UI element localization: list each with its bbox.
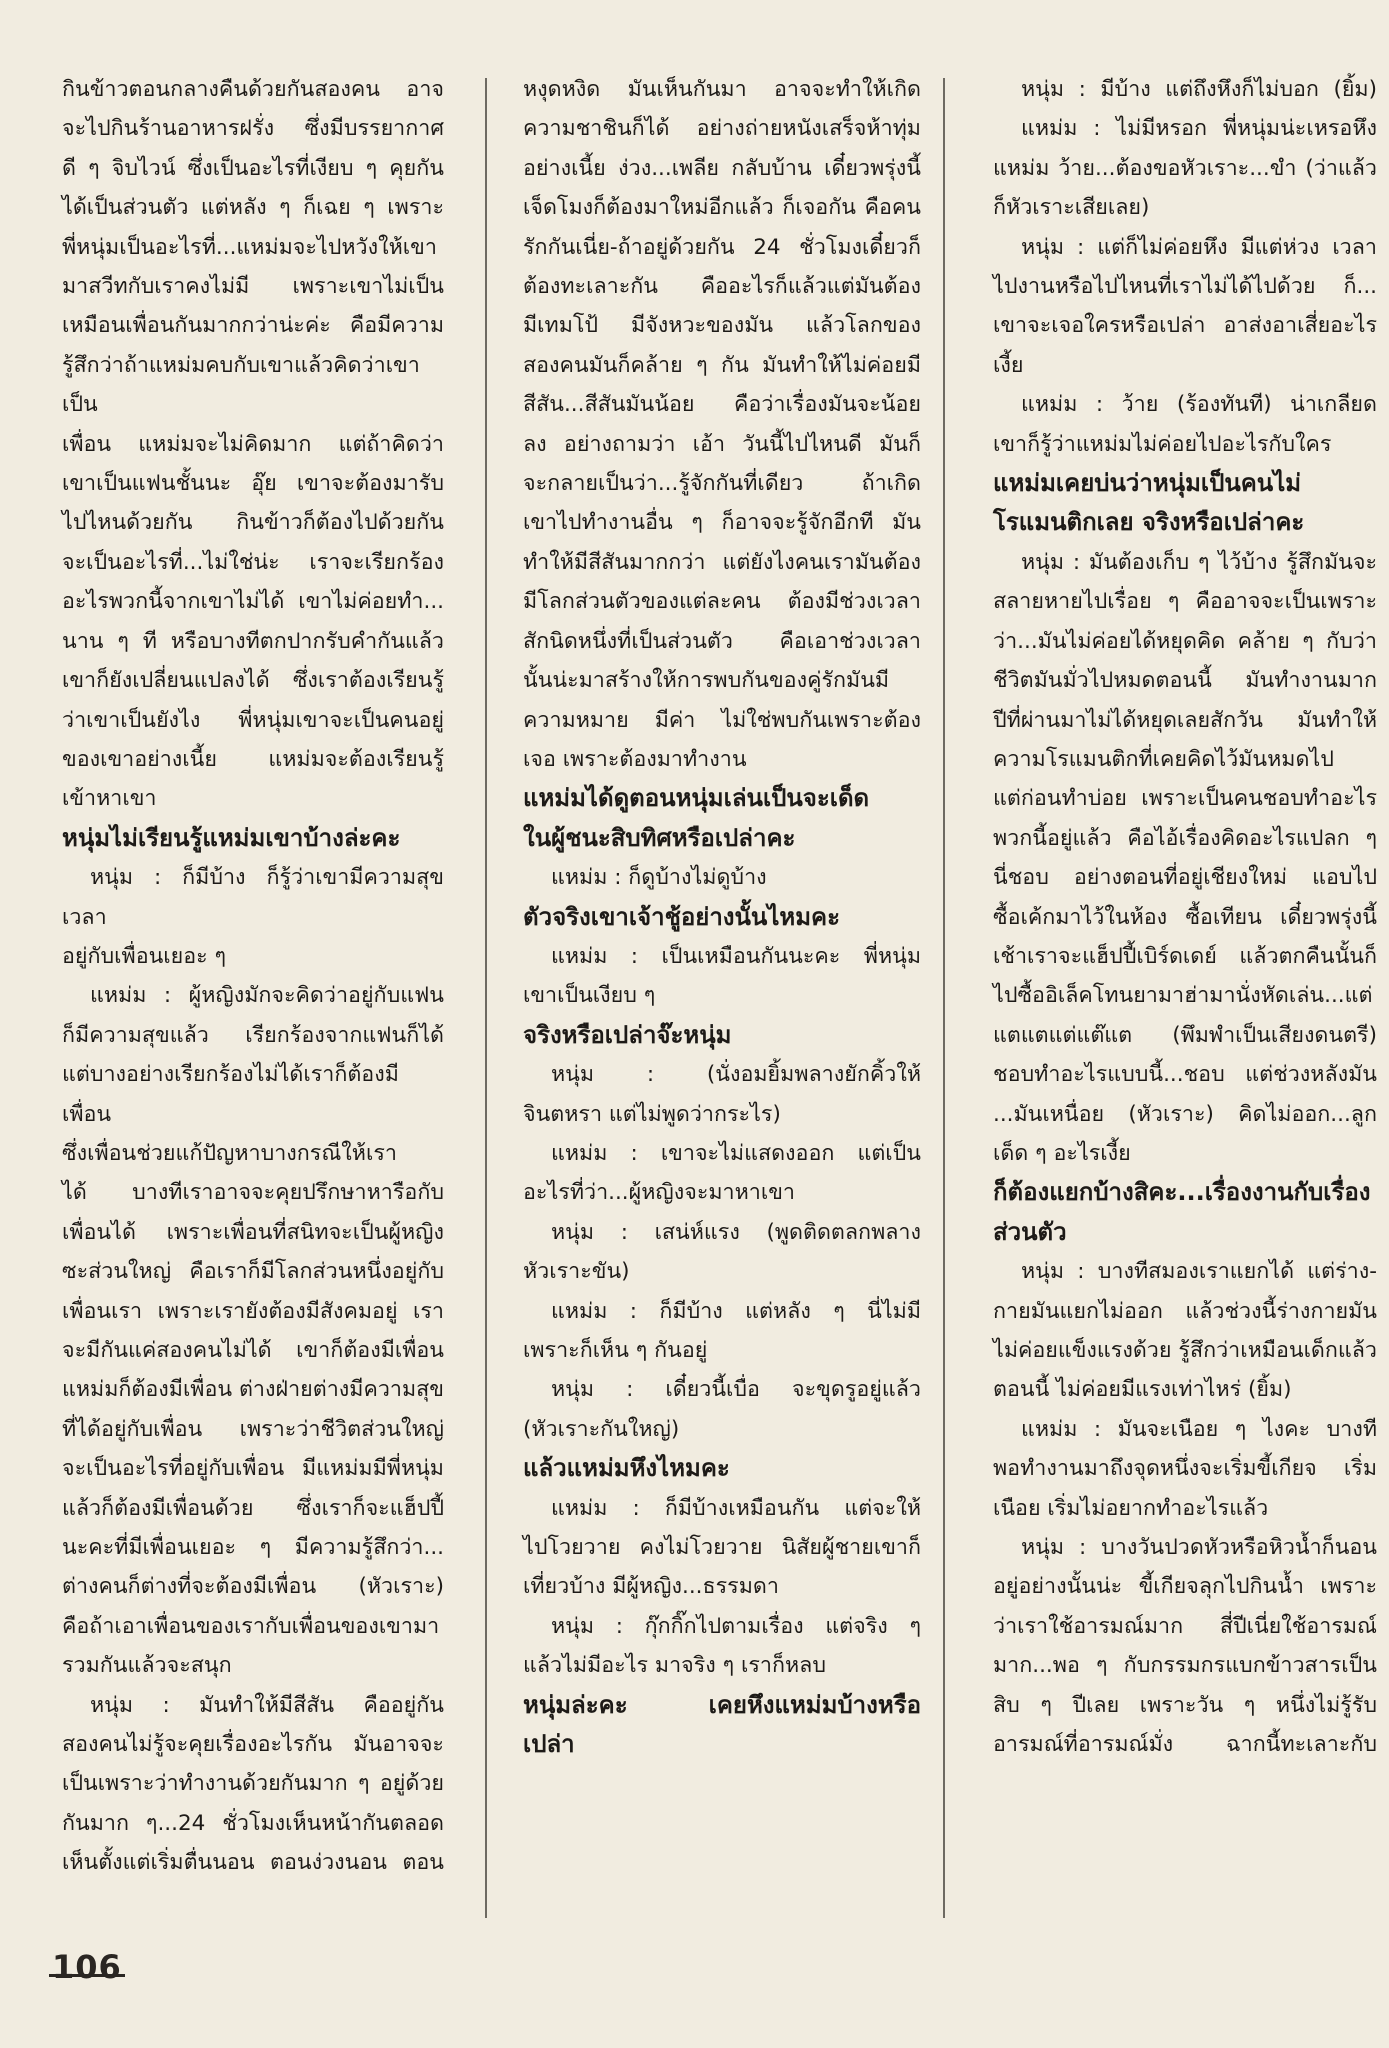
text-line: ส่วนตัว — [993, 1217, 1067, 1246]
text-line: ชีวิตมันมั่วไปหมดตอนนี้ มันทำงานมาก — [993, 668, 1377, 694]
text-line: หงุดหงิด มันเห็นกันมา อาจจะทำให้เกิด — [523, 77, 921, 102]
text-line: แล้วไม่มีอะไร มาจริง ๆ เราก็หลบ — [523, 1653, 827, 1679]
text-line: หนุ่ม : เสน่ห์แรง (พูดติดตลกพลาง — [551, 1219, 921, 1245]
text-line: หนุ่ม : กุ๊กกิ๊กไปตามเรื่อง แต่จริง ๆ — [551, 1613, 921, 1639]
text-line: สองคนมันก็คล้าย ๆ กัน มันทำให้ไม่ค่อยมี — [523, 352, 921, 378]
text-line: มีเทมโป้ มีจังหวะของมัน แล้วโลกของ — [523, 313, 921, 339]
text-line: แหม่มก็ต้องมีเพื่อน ต่างฝ่ายต่างมีความสุข — [62, 1377, 444, 1403]
text-line: เขาเป็นเงียบ ๆ — [523, 983, 656, 1009]
text-line: สิบ ๆ ปีเลย เพราะวัน ๆ หนึ่งไม่รู้รับ — [993, 1692, 1377, 1718]
text-line: เนือย เริ่มไม่อยากทำอะไรแล้ว — [993, 1495, 1269, 1521]
text-line: ว่าเราใช้อารมณ์มาก สี่ปีเนี่ยใช้อารมณ์ — [993, 1613, 1377, 1639]
text-line: จะกลายเป็นว่า...รู้จักกันที่เดียว ถ้าเกิด — [523, 471, 921, 497]
text-line: แหม่ม : ว้าย (ร้องทันที) น่าเกลียด — [1021, 392, 1377, 418]
text-line: เพื่อนได้ เพราะเพื่อนที่สนิทจะเป็นผู้หญิง — [62, 1219, 444, 1245]
text-line: ได้เป็นส่วนตัว แต่หลัง ๆ ก็เฉย ๆ เพราะ — [62, 195, 444, 221]
text-line: คือถ้าเอาเพื่อนของเรากับเพื่อนของเขามา — [62, 1613, 440, 1639]
text-line: ซะส่วนใหญ่ คือเราก็มีโลกส่วนหนึ่งอยู่กับ — [62, 1259, 444, 1285]
text-line: เป็นเพราะว่าทำงานด้วยกันมาก ๆ อยู่ด้วย — [62, 1771, 444, 1797]
text-line: แต่บางอย่างเรียกร้องไม่ได้เราก็ต้องมีเพื่อน — [62, 1062, 399, 1127]
text-line: หนุ่ม : (นั่งอมยิ้มพลางยักคิ้วให้ — [551, 1062, 921, 1088]
text-line: แหม่มเคยบ่นว่าหนุ่มเป็นคนไม่ — [993, 469, 1302, 498]
text-line: รู้สึกว่าถ้าแหม่มคบกับเขาแล้วคิดว่าเขาเป็น — [62, 352, 420, 418]
text-line: เขาจะเจอใครหรือเปล่า อาส่งอาเสี่ยอะไร — [993, 313, 1377, 339]
text-line: ซื้อเค้กมาไว้ในห้อง ซื้อเทียน เดี๋ยวพรุ่งนี้ — [993, 904, 1377, 930]
text-line: แหม่ม : มันจะเนือย ๆ ไงคะ บางที — [1021, 1416, 1377, 1442]
text-line: จริงหรือเปล่าจ๊ะหนุ่ม — [523, 1020, 732, 1049]
text-line: หนุ่ม : แต่ก็ไม่ค่อยหึง มีแต่ห่วง เวลา — [1021, 234, 1377, 260]
text-line: กินข้าวตอนกลางคืนด้วยกันสองคน อาจ — [62, 77, 444, 102]
text-column-2 — [523, 70, 921, 1764]
text-line: หนุ่ม : มีบ้าง แต่ถึงหึงก็ไม่บอก (ยิ้ม) — [1021, 77, 1377, 102]
text-line: เขาก็รู้ว่าแหม่มไม่ค่อยไปอะไรกับใคร — [993, 431, 1332, 457]
text-line: เจ็ดโมงก็ต้องมาใหม่อีกแล้ว ก็เจอกัน คือคน — [523, 195, 921, 221]
text-line: แหม่มได้ดูตอนหนุ่มเล่นเป็นจะเด็ด — [523, 784, 870, 813]
text-line: ลง อย่างถามว่า เอ้า วันนี้ไปไหนดี มันก็ — [523, 431, 921, 457]
text-line: เพราะก็เห็น ๆ กันอยู่ — [523, 1338, 708, 1363]
text-line: แหม่ม ว้าย...ต้องขอหัวเราะ...ขำ (ว่าแล้ว — [993, 155, 1377, 181]
text-line: จินตหรา แต่ไม่พูดว่ากระไร) — [523, 1101, 781, 1127]
text-line: เหมือนเพื่อนกันมากกว่าน่ะค่ะ คือมีความ — [62, 313, 444, 339]
text-line: สลายหายไปเรื่อย ๆ คืออาจจะเป็นเพราะ — [993, 589, 1377, 615]
text-line: กันมาก ๆ...24 ชั่วโมงเห็นหน้ากันตลอด — [62, 1810, 444, 1836]
text-line: อะไรพวกนี้จากเขาไม่ได้ เขาไม่ค่อยทำ... — [62, 589, 444, 615]
text-line: แหม่ม : ก็ดูบ้างไม่ดูบ้าง — [551, 865, 767, 891]
text-line: ดี ๆ จิบไวน์ ซึ่งเป็นอะไรที่เงียบ ๆ คุยกัน — [62, 155, 444, 181]
column-divider-2 — [943, 78, 945, 1918]
text-line: เพื่อนเรา เพราะเรายังต้องมีสังคมอยู่ เรา — [62, 1298, 444, 1324]
text-line: ปีที่ผ่านมาไม่ได้หยุดเลยสักวัน มันทำให้ — [993, 707, 1377, 733]
text-line: เจอ เพราะต้องมาทำงาน — [523, 746, 747, 772]
text-line: เด็ด ๆ อะไรเงี้ย — [993, 1140, 1131, 1166]
text-line: เช้าเราจะแฮ็ปปี้เบิร์ดเดย์ แล้วตกคืนนั้นก็ — [993, 943, 1377, 969]
text-line: เปล่า — [523, 1730, 575, 1759]
text-line: แหม่ม : เป็นเหมือนกันนะคะ พี่หนุ่ม — [551, 943, 921, 969]
text-line: รวมกันแล้วจะสนุก — [62, 1653, 232, 1679]
text-line: ความชาชินก็ได้ อย่างถ่ายหนังเสร็จห้าทุ่ม — [523, 116, 921, 142]
text-line: ก็มีความสุขแล้ว เรียกร้องจากแฟนก็ได้ — [62, 1022, 444, 1048]
text-line: หนุ่ม : ก็มีบ้าง ก็รู้ว่าเขามีความสุขเวลา — [62, 865, 444, 930]
text-line: เงี้ย — [993, 352, 1024, 378]
text-line: จะมีกันแค่สองคนไม่ได้ เขาก็ต้องมีเพื่อน — [62, 1338, 444, 1363]
text-line: แหม่ม : ไม่มีหรอก พี่หนุ่มน่ะเหรอหึง — [1021, 116, 1377, 142]
text-line: พี่หนุ่มเป็นอะไรที่...แหม่มจะไปหวังให้เขา — [62, 234, 437, 260]
text-line: เขาไปทำงานอื่น ๆ ก็อาจจะรู้จักอีกที มัน — [523, 510, 921, 536]
text-line: อยู่กับเพื่อนเยอะ ๆ — [62, 943, 227, 969]
text-line: ไม่ค่อยแข็งแรงด้วย รู้สึกว่าเหมือนเด็กแล้ว — [993, 1338, 1377, 1363]
text-column-1 — [62, 70, 444, 1883]
text-line: สองคนไม่รู้จะคุยเรื่องอะไรกัน มันอาจจะ — [62, 1732, 444, 1758]
text-line: มาก...พอ ๆ กับกรรมกรแบกข้าวสารเป็น — [993, 1653, 1377, 1679]
text-line: จะเป็นอะไรที่อยู่กับเพื่อน มีแหม่มมีพี่หนุ่ม — [62, 1456, 444, 1482]
text-line: ไปงานหรือไปไหนที่เราไม่ได้ไปด้วย ก็... — [993, 274, 1377, 300]
text-line: อารมณ์ที่อารมณ์มั่ง ฉากนี้ทะเลาะกับ — [993, 1732, 1377, 1758]
text-line: ต้องทะเลาะกัน คืออะไรก็แล้วแต่มันต้อง — [523, 274, 921, 300]
text-line: ชอบทำอะไรแบบนี้...ชอบ แต่ช่วงหลังมัน — [993, 1062, 1377, 1088]
text-line: ก็ต้องแยกบ้างสิคะ...เรื่องงานกับเรื่อง — [993, 1178, 1371, 1207]
text-line: ทำให้มีสีสันมากกว่า แต่ยังไงคนเรามันต้อง — [523, 549, 921, 575]
text-line: มีโลกส่วนตัวของแต่ละคน ต้องมีช่วงเวลา — [523, 589, 921, 615]
text-line: อยู่อย่างนั้นน่ะ ขี้เกียจลุกไปกินน้ำ เพราะ — [993, 1574, 1377, 1600]
text-line: หนุ่ม : เดี๋ยวนี้เบื่อ จะขุดรูอยู่แล้ว — [551, 1377, 921, 1403]
text-line: นะคะที่มีเพื่อนเยอะ ๆ มีความรู้สึกว่า... — [62, 1535, 444, 1561]
text-line: แหม่ม : ก็มีบ้าง แต่หลัง ๆ นี่ไม่มี — [551, 1298, 921, 1324]
text-line: (หัวเราะกันใหญ่) — [523, 1416, 680, 1442]
text-line: ต่างคนก็ต่างที่จะต้องมีเพื่อน (หัวเราะ) — [62, 1574, 444, 1600]
text-line: แหม่ม : ผู้หญิงมักจะคิดว่าอยู่กับแฟน — [90, 983, 444, 1009]
text-line: ตอนนี้ ไม่ค่อยมีแรงเท่าไหร่ (ยิ้ม) — [993, 1377, 1292, 1403]
text-line: ไปโวยวาย คงไม่โวยวาย นิสัยผู้ชายเขาก็ — [523, 1535, 921, 1561]
text-line: เขาก็ยังเปลี่ยนแปลงได้ ซึ่งเราต้องเรียนรู้ — [62, 668, 444, 694]
text-line: โรแมนติกเลย จริงหรือเปล่าคะ — [993, 508, 1305, 537]
text-line: หนุ่ม : บางทีสมองเราแยกได้ แต่ร่าง- — [1021, 1259, 1377, 1285]
text-line: นี่ชอบ อย่างตอนที่อยู่เชียงใหม่ แอบไป — [993, 865, 1377, 891]
text-line: ซึ่งเพื่อนช่วยแก้ปัญหาบางกรณีให้เรา — [62, 1140, 397, 1166]
text-line: สักนิดหนึ่งที่เป็นส่วนตัว คือเอาช่วงเวลา — [523, 628, 921, 654]
text-line: หนุ่ม : มันต้องเก็บ ๆ ไว้บ้าง รู้สึกมันจะ — [1021, 549, 1377, 575]
text-line: ว่า...มันไม่ค่อยได้หยุดคิด คล้าย ๆ กับว่า — [993, 628, 1377, 654]
text-line: เห็นตั้งแต่เริ่มตื่นนอน ตอนง่วงนอน ตอน — [62, 1850, 444, 1876]
text-line: พอทำงานมาถึงจุดหนึ่งจะเริ่มขี้เกียจ เริ่ม — [993, 1456, 1377, 1482]
text-line: แหม่ม : เขาจะไม่แสดงออก แต่เป็น — [551, 1140, 921, 1166]
text-line: หนุ่ม : บางวันปวดหัวหรือหิวน้ำก็นอน — [1021, 1535, 1377, 1561]
text-line: พวกนี้อยู่แล้ว คือไอ้เรื่องคิดอะไรแปลก ๆ — [993, 825, 1377, 851]
text-line: อะไรที่ว่า...ผู้หญิงจะมาหาเขา — [523, 1180, 795, 1206]
text-line: กายมันแยกไม่ออก แล้วช่วงนี้ร่างกายมัน — [993, 1298, 1377, 1324]
text-line: ของเขาอย่างเนี้ย แหม่มจะต้องเรียนรู้ — [62, 746, 444, 772]
text-line: ความหมาย มีค่า ไม่ใช่พบกันเพราะต้อง — [523, 707, 921, 733]
text-line: ไปไหนด้วยกัน กินข้าวก็ต้องไปด้วยกัน — [62, 510, 444, 536]
text-line: รักกันเนี่ย-ถ้าอยู่ด้วยกัน 24 ชั่วโมงเดี๋ยวก็ — [523, 234, 921, 260]
text-line: ไปซื้ออิเล็คโทนยามาฮ่ามานั่งหัดเล่น...แต่ — [993, 983, 1373, 1009]
text-line: เพื่อน แหม่มจะไม่คิดมาก แต่ถ้าคิดว่า — [62, 431, 444, 457]
text-line: ...มันเหนื่อย (หัวเราะ) คิดไม่ออก...ลูก — [993, 1101, 1377, 1127]
text-line: แตแตแต่แต๊แต (พึมพำเป็นเสียงดนตรี) — [993, 1022, 1377, 1048]
text-line: จะเป็นอะไรที่...ไม่ใช่น่ะ เราจะเรียกร้อง — [62, 549, 444, 575]
text-line: ความโรแมนติกที่เคยคิดไว้มันหมดไป — [993, 746, 1334, 772]
text-line: นั้นน่ะมาสร้างให้การพบกันของคู่รักมันมี — [523, 668, 890, 694]
text-line: แต่ก่อนทำบ่อย เพราะเป็นคนชอบทำอะไร — [993, 786, 1377, 812]
text-line: หัวเราะขัน) — [523, 1259, 630, 1285]
text-line: ก็หัวเราะเสียเลย) — [993, 195, 1150, 221]
text-line: เข้าหาเขา — [62, 786, 157, 812]
text-line: หนุ่ม : มันทำให้มีสีสัน คืออยู่กัน — [90, 1692, 444, 1718]
text-line: ตัวจริงเขาเจ้าชู้อย่างนั้นไหมคะ — [523, 902, 840, 931]
text-line: ที่ได้อยู่กับเพื่อน เพราะว่าชีวิตส่วนใหญ่ — [62, 1416, 444, 1442]
text-line: จะไปกินร้านอาหารฝรั่ง ซึ่งมีบรรยากาศ — [62, 116, 444, 142]
text-line: ว่าเขาเป็นยังไง พี่หนุ่มเขาจะเป็นคนอยู่ — [62, 707, 444, 733]
page-number: 106 — [52, 1948, 122, 1986]
text-line: เที่ยวบ้าง มีผู้หญิง...ธรรมดา — [523, 1574, 779, 1600]
text-line: แหม่ม : ก็มีบ้างเหมือนกัน แต่จะให้ — [551, 1495, 921, 1521]
text-line: อย่างเนี้ย ง่วง...เพลีย กลับบ้าน เดี๋ยวพรุ่งนี้ — [523, 155, 921, 181]
text-line: นาน ๆ ที หรือบางทีตกปากรับคำกันแล้ว — [62, 628, 444, 654]
text-line: มาสวีทกับเราคงไม่มี เพราะเขาไม่เป็น — [62, 274, 444, 300]
text-line: แล้วก็ต้องมีเพื่อนด้วย ซึ่งเราก็จะแฮ็ปปี้ — [62, 1495, 444, 1521]
text-line: เขาเป็นแฟนชั้นนะ อุ๊ย เขาจะต้องมารับ — [62, 471, 444, 497]
text-line: ได้ บางทีเราอาจจะคุยปรึกษาหารือกับ — [62, 1180, 444, 1206]
column-divider-1 — [485, 78, 487, 1918]
text-line: หนุ่มไม่เรียนรู้แหม่มเขาบ้างล่ะคะ — [62, 823, 401, 852]
text-line: สีสัน...สีสันมันน้อย คือว่าเรื่องมันจะน้อย — [523, 392, 921, 418]
text-line: แล้วแหม่มหึงไหมคะ — [523, 1454, 730, 1483]
text-line: หนุ่มล่ะคะ เคยหึงแหม่มบ้างหรือ — [523, 1690, 921, 1719]
text-line: ในผู้ชนะสิบทิศหรือเปล่าคะ — [523, 823, 796, 852]
text-column-3 — [993, 70, 1377, 1764]
